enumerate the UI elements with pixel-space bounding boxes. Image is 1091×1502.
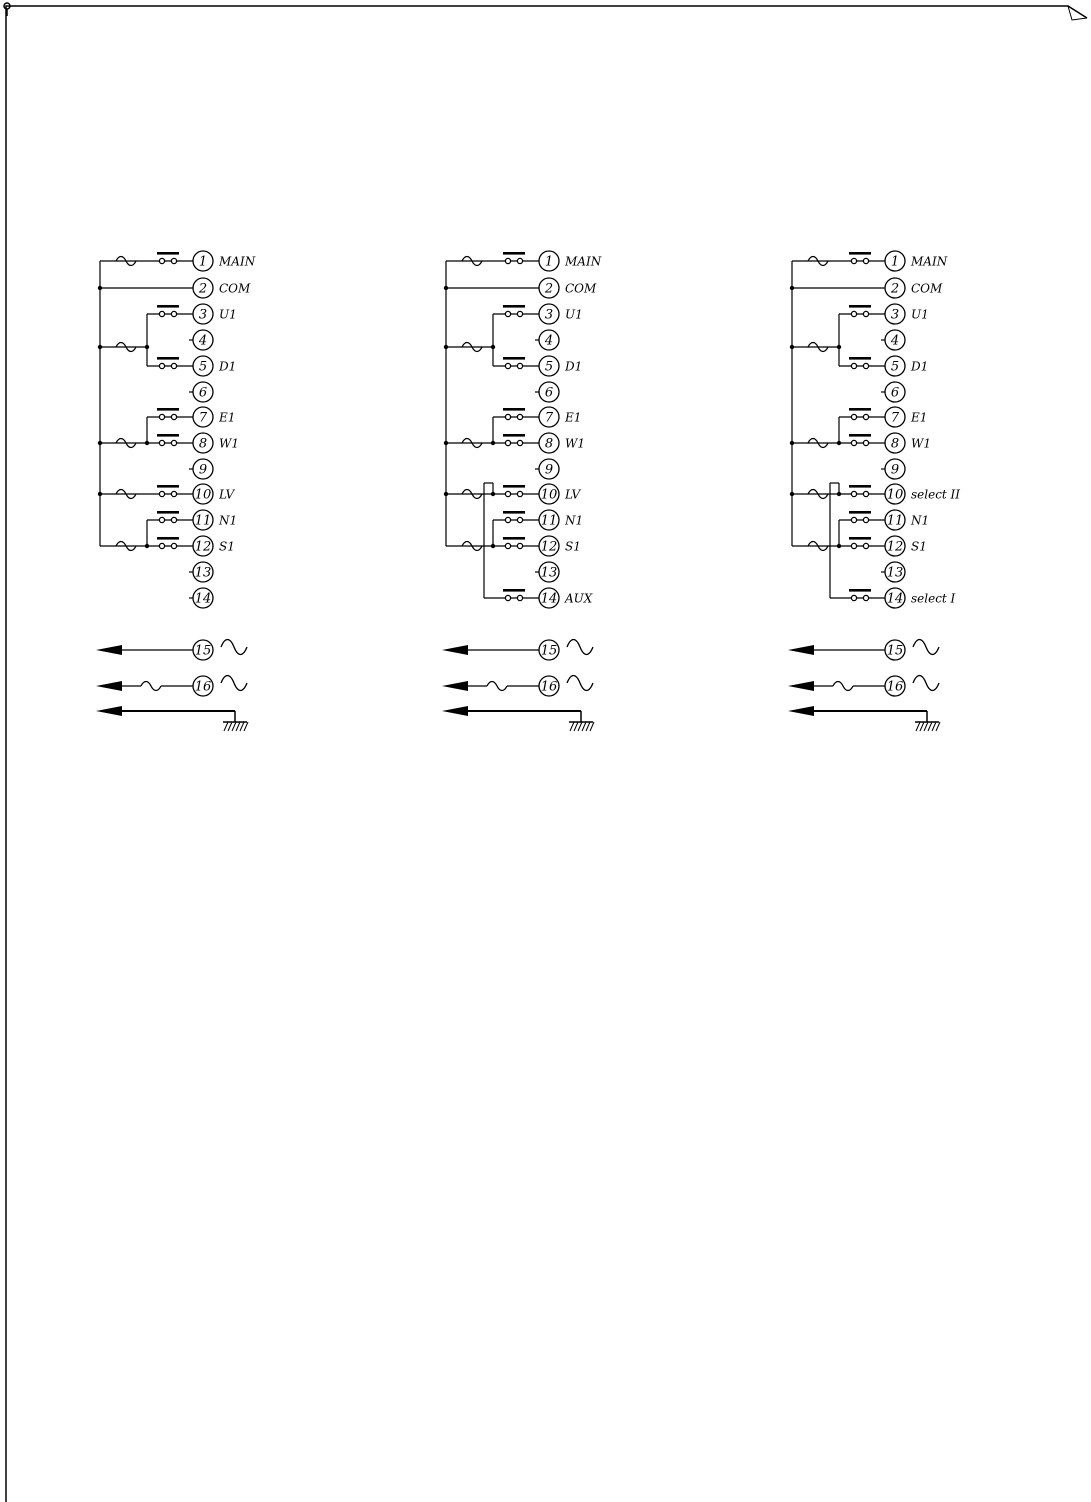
terminal-label: COM — [911, 281, 943, 296]
terminal-label: S1 — [219, 539, 235, 554]
contact-bar — [503, 537, 525, 540]
contact-icon — [517, 440, 522, 445]
ac-sine-icon — [913, 676, 939, 691]
terminal-number: 9 — [544, 462, 554, 478]
terminal-number: 11 — [194, 513, 212, 529]
terminal-label: N1 — [911, 513, 930, 528]
terminal-number: 12 — [194, 539, 212, 555]
terminal-label: U1 — [219, 307, 237, 322]
ac-sine-icon — [567, 640, 593, 655]
contact-icon — [171, 363, 176, 368]
contact-icon — [517, 311, 522, 316]
terminal-label: COM — [565, 281, 597, 296]
terminal-label: LV — [565, 487, 581, 502]
terminal-label: E1 — [219, 410, 236, 425]
contact-icon — [159, 543, 164, 548]
contact-bar — [157, 511, 179, 514]
contact-icon — [171, 414, 176, 419]
ground-hatch — [924, 722, 928, 731]
terminal-number: 14 — [194, 591, 212, 607]
terminal-label: D1 — [219, 359, 237, 374]
contact-bar — [503, 589, 525, 592]
contact-bar — [157, 252, 179, 255]
contact-bar — [849, 305, 871, 308]
contact-bar — [503, 434, 525, 437]
terminal-number: 9 — [198, 462, 208, 478]
contact-bar — [849, 589, 871, 592]
arrow-icon — [96, 645, 122, 655]
contact-icon — [159, 311, 164, 316]
arrow-icon — [788, 645, 814, 655]
ac-sine-icon — [913, 640, 939, 655]
terminal-number: 13 — [886, 565, 904, 581]
terminal-label: select I — [911, 591, 956, 606]
terminal-number: 6 — [890, 385, 900, 401]
contact-icon — [505, 414, 510, 419]
contact-icon — [505, 517, 510, 522]
terminal-number: 10 — [540, 487, 558, 503]
ground-hatch — [916, 722, 920, 731]
terminal-label: W1 — [565, 436, 585, 451]
terminal-number: 16 — [886, 679, 904, 695]
contact-icon — [517, 517, 522, 522]
terminal-label: N1 — [565, 513, 584, 528]
contact-icon — [863, 543, 868, 548]
contact-bar — [849, 408, 871, 411]
contact-icon — [171, 491, 176, 496]
terminal-number: 11 — [886, 513, 904, 529]
contact-icon — [505, 595, 510, 600]
contact-icon — [171, 517, 176, 522]
contact-bar — [157, 357, 179, 360]
contact-bar — [503, 305, 525, 308]
terminal-label: select II — [911, 487, 961, 502]
contact-icon — [517, 595, 522, 600]
wiring-diagram-1 — [96, 251, 256, 731]
terminal-number: 11 — [540, 513, 558, 529]
terminal-number: 12 — [886, 539, 904, 555]
contact-icon — [171, 311, 176, 316]
contact-icon — [863, 311, 868, 316]
ac-sine-icon — [221, 640, 247, 655]
terminal-number: 2 — [544, 281, 554, 297]
contact-icon — [159, 414, 164, 419]
terminal-number: 5 — [890, 359, 900, 375]
contact-bar — [157, 485, 179, 488]
fuse-icon — [141, 682, 161, 691]
contact-icon — [159, 517, 164, 522]
contact-bar — [157, 305, 179, 308]
contact-icon — [863, 491, 868, 496]
arrow-icon — [96, 681, 122, 691]
ground-hatch — [232, 722, 236, 731]
terminal-number: 7 — [198, 410, 208, 426]
contact-bar — [503, 485, 525, 488]
contact-icon — [851, 517, 856, 522]
contact-icon — [171, 440, 176, 445]
terminal-number: 5 — [544, 359, 554, 375]
ground-hatch — [586, 722, 590, 731]
contact-icon — [159, 440, 164, 445]
contact-bar — [849, 252, 871, 255]
contact-icon — [505, 543, 510, 548]
terminal-number: 8 — [544, 436, 554, 452]
contact-bar — [157, 408, 179, 411]
contact-icon — [159, 363, 164, 368]
terminal-label: S1 — [565, 539, 581, 554]
terminal-number: 13 — [540, 565, 558, 581]
contact-icon — [505, 363, 510, 368]
contact-icon — [517, 491, 522, 496]
arrow-icon — [788, 681, 814, 691]
terminal-number: 4 — [544, 333, 554, 349]
terminal-label: AUX — [565, 591, 593, 606]
contact-icon — [517, 363, 522, 368]
terminal-number: 2 — [198, 281, 208, 297]
terminal-number: 7 — [890, 410, 900, 426]
contact-icon — [505, 311, 510, 316]
contact-icon — [863, 258, 868, 263]
terminal-number: 14 — [540, 591, 558, 607]
terminal-number: 1 — [890, 254, 900, 270]
terminal-label: D1 — [565, 359, 583, 374]
ground-hatch — [240, 722, 244, 731]
ground-hatch — [582, 722, 586, 731]
terminal-label: U1 — [565, 307, 583, 322]
contact-icon — [863, 363, 868, 368]
terminal-number: 10 — [194, 487, 212, 503]
terminal-number: 5 — [198, 359, 208, 375]
ac-sine-icon — [221, 676, 247, 691]
ground-hatch — [578, 722, 582, 731]
terminal-number: 14 — [886, 591, 904, 607]
contact-icon — [863, 517, 868, 522]
terminal-number: 7 — [544, 410, 554, 426]
terminal-number: 8 — [890, 436, 900, 452]
contact-icon — [851, 414, 856, 419]
ground-hatch — [932, 722, 936, 731]
contact-bar — [849, 511, 871, 514]
arrow-icon — [442, 706, 468, 716]
ground-hatch — [224, 722, 228, 731]
terminal-label: W1 — [219, 436, 239, 451]
terminal-label: LV — [219, 487, 235, 502]
terminal-number: 15 — [540, 643, 558, 659]
contact-icon — [851, 491, 856, 496]
contact-icon — [851, 440, 856, 445]
contact-icon — [505, 491, 510, 496]
terminal-label: E1 — [911, 410, 928, 425]
terminal-number: 2 — [890, 281, 900, 297]
contact-bar — [503, 511, 525, 514]
terminal-number: 3 — [544, 307, 554, 323]
terminal-number: 1 — [198, 254, 208, 270]
contact-icon — [505, 440, 510, 445]
arrow-icon — [96, 706, 122, 716]
contact-icon — [505, 258, 510, 263]
contact-icon — [851, 595, 856, 600]
contact-icon — [851, 258, 856, 263]
contact-bar — [503, 357, 525, 360]
ground-hatch — [574, 722, 578, 731]
arrow-icon — [442, 681, 468, 691]
contact-bar — [849, 434, 871, 437]
contact-icon — [171, 258, 176, 263]
ac-sine-icon — [567, 676, 593, 691]
contact-bar — [849, 537, 871, 540]
wiring-diagram-2 — [442, 251, 602, 731]
terminal-number: 16 — [540, 679, 558, 695]
ground-hatch — [920, 722, 924, 731]
contact-icon — [517, 258, 522, 263]
contact-bar — [157, 434, 179, 437]
contact-icon — [159, 258, 164, 263]
terminal-number: 15 — [886, 643, 904, 659]
terminal-label: E1 — [565, 410, 582, 425]
wiring-diagram-3 — [788, 251, 960, 731]
fuse-icon — [833, 682, 853, 691]
arrow-icon — [442, 645, 468, 655]
contact-icon — [851, 363, 856, 368]
ground-hatch — [936, 722, 940, 731]
terminal-label: S1 — [911, 539, 927, 554]
contact-bar — [157, 537, 179, 540]
contact-bar — [503, 252, 525, 255]
terminal-number: 4 — [890, 333, 900, 349]
terminal-label: D1 — [911, 359, 929, 374]
terminal-number: 10 — [886, 487, 904, 503]
terminal-label: W1 — [911, 436, 931, 451]
ground-hatch — [590, 722, 594, 731]
contact-bar — [849, 357, 871, 360]
arrow-icon — [788, 706, 814, 716]
terminal-number: 6 — [544, 385, 554, 401]
terminal-number: 6 — [198, 385, 208, 401]
terminal-number: 16 — [194, 679, 212, 695]
contact-bar — [849, 485, 871, 488]
contact-icon — [171, 543, 176, 548]
terminal-label: MAIN — [911, 254, 948, 269]
terminal-number: 9 — [890, 462, 900, 478]
terminal-number: 3 — [198, 307, 208, 323]
contact-icon — [863, 595, 868, 600]
terminal-label: N1 — [219, 513, 238, 528]
contact-icon — [851, 311, 856, 316]
contact-icon — [159, 491, 164, 496]
terminal-label: MAIN — [565, 254, 602, 269]
contact-icon — [851, 543, 856, 548]
terminal-label: MAIN — [219, 254, 256, 269]
ground-hatch — [228, 722, 232, 731]
contact-icon — [863, 414, 868, 419]
contact-icon — [517, 414, 522, 419]
terminal-number: 8 — [198, 436, 208, 452]
ground-hatch — [236, 722, 240, 731]
terminal-label: COM — [219, 281, 251, 296]
terminal-number: 15 — [194, 643, 212, 659]
terminal-number: 13 — [194, 565, 212, 581]
ground-hatch — [244, 722, 248, 731]
fuse-icon — [487, 682, 507, 691]
terminal-number: 3 — [890, 307, 900, 323]
ground-hatch — [928, 722, 932, 731]
contact-icon — [517, 543, 522, 548]
ground-hatch — [570, 722, 574, 731]
terminal-number: 1 — [544, 254, 554, 270]
contact-icon — [863, 440, 868, 445]
contact-bar — [503, 408, 525, 411]
terminal-number: 4 — [198, 333, 208, 349]
terminal-label: U1 — [911, 307, 929, 322]
terminal-number: 12 — [540, 539, 558, 555]
